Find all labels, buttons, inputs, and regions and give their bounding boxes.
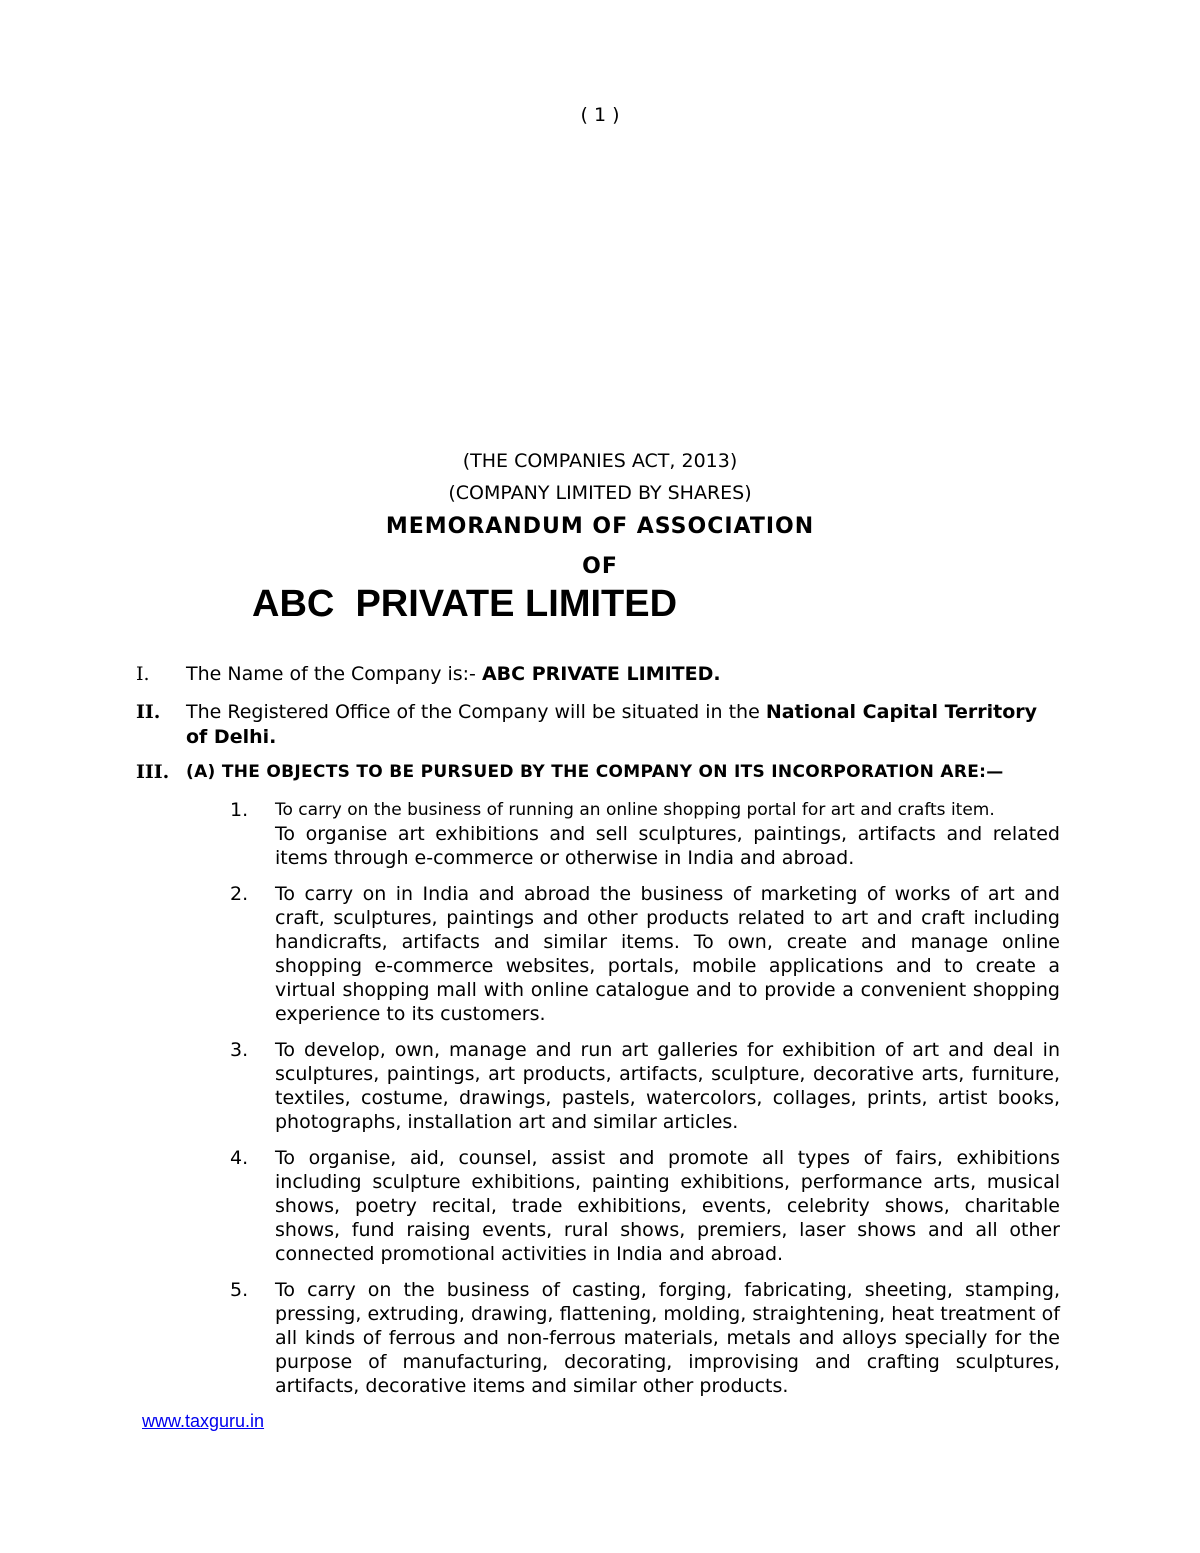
document-title: MEMORANDUM OF ASSOCIATION — [385, 514, 815, 539]
clause-name — [136, 662, 1076, 687]
clause-objects — [136, 760, 1076, 785]
company-name-heading: ABC PRIVATE LIMITED — [252, 583, 678, 625]
list-item-first-line: To carry on the business of running an online shopping portal for art and crafts item. — [275, 800, 995, 820]
clause-text: The Name of the Company is:- — [186, 663, 482, 685]
list-item-number: 4. — [230, 1147, 249, 1169]
clause-number: II. — [136, 701, 161, 723]
list-item — [230, 1038, 1060, 1134]
objects-list — [230, 798, 1060, 1410]
act-heading: (THE COMPANIES ACT, 2013) — [462, 450, 738, 472]
list-item-text: To develop, own, manage and run art galleries for exhibition of art and deal in sculptures, paintings, art products, artifacts, sculpture, decorative arts, furniture, textiles, costume, drawings, pastels, watercolors, collages, prints, artist books, photographs, installation art and similar articles. — [275, 1039, 1060, 1133]
clause-number: III. — [136, 761, 170, 783]
list-item — [230, 882, 1060, 1026]
clause-registered-office — [136, 700, 1076, 750]
clause-body — [186, 662, 1046, 687]
list-item-number: 2. — [230, 883, 249, 905]
list-item — [230, 1278, 1060, 1398]
list-item-number: 1. — [230, 799, 249, 821]
page-number: ( 1 ) — [580, 104, 620, 126]
list-item-text: To organise art exhibitions and sell sculptures, paintings, artifacts and related items through e-commerce or otherwise in India and abroad. — [275, 823, 1060, 869]
list-item-number: 5. — [230, 1279, 249, 1301]
list-item-text: To carry on in India and abroad the business of marketing of works of art and craft, sculptures, paintings and other products related to art and craft including handicrafts, artifacts and similar items. To own, create and manage online shopping e-commerce websites, portals, mobile applications and to create a virtual shopping mall with online catalogue and to provide a convenient shopping experience to its customers. — [275, 883, 1060, 1025]
clause-heading: (A) THE OBJECTS TO BE PURSUED BY THE COMPANY ON ITS INCORPORATION ARE:— — [186, 762, 1004, 782]
list-item-number: 3. — [230, 1039, 249, 1061]
list-item — [230, 1146, 1060, 1266]
clause-number: I. — [136, 663, 150, 685]
list-item-text: To carry on the business of casting, forging, fabricating, sheeting, stamping, pressing, extruding, drawing, flattening, molding, straightening, heat treatment of all kinds of ferrous and non-ferrous materials, metals and alloys specially for the purpose of manufacturing, decorating, improvising and crafting sculptures, artifacts, decorative items and similar other products. — [275, 1279, 1060, 1397]
footer-link[interactable]: www.taxguru.in — [142, 1411, 265, 1431]
clause-bold-text: ABC PRIVATE LIMITED. — [481, 663, 721, 685]
clause-bold-text: National Capital Territory of Delhi. — [186, 701, 1038, 748]
list-item-body — [275, 798, 1060, 870]
of-heading: OF — [582, 554, 618, 579]
company-type-heading: (COMPANY LIMITED BY SHARES) — [448, 482, 752, 504]
clause-body — [186, 700, 1046, 750]
list-item-text: To organise, aid, counsel, assist and promote all types of fairs, exhibitions including sculpture exhibitions, painting exhibitions, performance arts, musical shows, poetry recital, trade exhibitions, events, celebrity shows, charitable shows, fund raising events, rural shows, premiers, laser shows and all other connected promotional activities in India and abroad. — [275, 1147, 1060, 1265]
list-item — [230, 798, 1060, 870]
clause-text: The Registered Office of the Company will be situated in the — [186, 701, 766, 723]
